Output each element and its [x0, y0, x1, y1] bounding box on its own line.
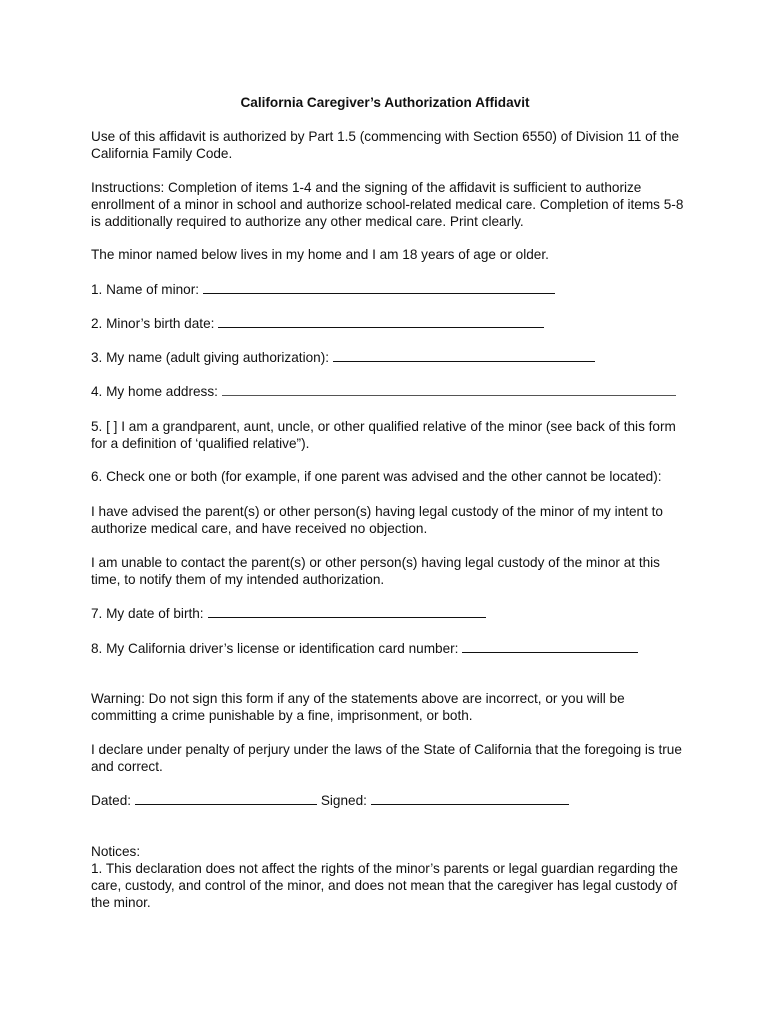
- document-title: California Caregiver’s Authorization Affidavit: [240, 95, 530, 110]
- item-8-label: 8. My California driver’s license or identification card number:: [91, 641, 459, 656]
- item-5-relative-statement: 5. [ ] I am a grandparent, aunt, uncle, or other qualified relative of the minor (see back of this form for a definition of ‘qualified relative”).: [91, 419, 676, 451]
- option-advised-parents: I have advised the parent(s) or other person(s) having legal custody of the minor of my intent to authorize medical care, and have received no objection.: [91, 504, 663, 536]
- item-7-label: 7. My date of birth:: [91, 606, 204, 621]
- instructions-paragraph: Instructions: Completion of items 1-4 and the signing of the affidavit is sufficient to authorize enrollment of a minor in school and authorize school-related medical care. Completion of items 5-8 is additionally required to authorize any other medical care. Print clearly.: [91, 180, 684, 229]
- notice-1: 1. This declaration does not affect the rights of the minor’s parents or legal guardian regarding the care, custody, and control of the minor, and does not mean that the caregiver has legal custody of the minor.: [91, 861, 678, 910]
- caregiver-name-field[interactable]: [333, 349, 595, 362]
- option-unable-to-contact: I am unable to contact the parent(s) or other person(s) having legal custody of the minor at this time, to notify them of my intended authorization.: [91, 555, 660, 587]
- dated-field[interactable]: [135, 792, 317, 805]
- caregiver-birth-date-field[interactable]: [208, 605, 486, 618]
- signature-row: [91, 792, 691, 809]
- dated-label: Dated:: [91, 793, 132, 808]
- item-1-label: 1. Name of minor:: [91, 282, 200, 297]
- item-6-instruction: 6. Check one or both (for example, if one parent was advised and the other cannot be located):: [91, 469, 662, 484]
- item-2-label: 2. Minor’s birth date:: [91, 316, 215, 331]
- item-7-row: [91, 605, 691, 622]
- license-number-field[interactable]: [462, 640, 638, 653]
- minor-name-field[interactable]: [203, 281, 555, 294]
- notices-section: [91, 843, 691, 911]
- item-1-row: [91, 281, 691, 298]
- minor-birth-date-field[interactable]: [218, 315, 544, 328]
- item-3-row: [91, 349, 691, 366]
- signature-field[interactable]: [371, 792, 569, 805]
- notices-heading: Notices:: [91, 844, 141, 859]
- item-4-label: 4. My home address:: [91, 384, 218, 399]
- item-8-row: [91, 640, 691, 657]
- item-4-row: [91, 383, 751, 400]
- warning-paragraph: Warning: Do not sign this form if any of the statements above are incorrect, or you will be committing a crime punishable by a fine, imprisonment, or both.: [91, 691, 625, 723]
- intro-paragraph: Use of this affidavit is authorized by Part 1.5 (commencing with Section 6550) of Division 11 of the California Family Code.: [91, 129, 680, 161]
- item-2-row: [91, 315, 691, 332]
- declaration-paragraph: I declare under penalty of perjury under the laws of the State of California that the foregoing is true and correct.: [91, 742, 682, 774]
- item-3-label: 3. My name (adult giving authorization):: [91, 350, 330, 365]
- residence-statement: The minor named below lives in my home and I am 18 years of age or older.: [91, 247, 549, 262]
- signed-label: Signed:: [320, 793, 367, 808]
- home-address-field[interactable]: [222, 383, 676, 396]
